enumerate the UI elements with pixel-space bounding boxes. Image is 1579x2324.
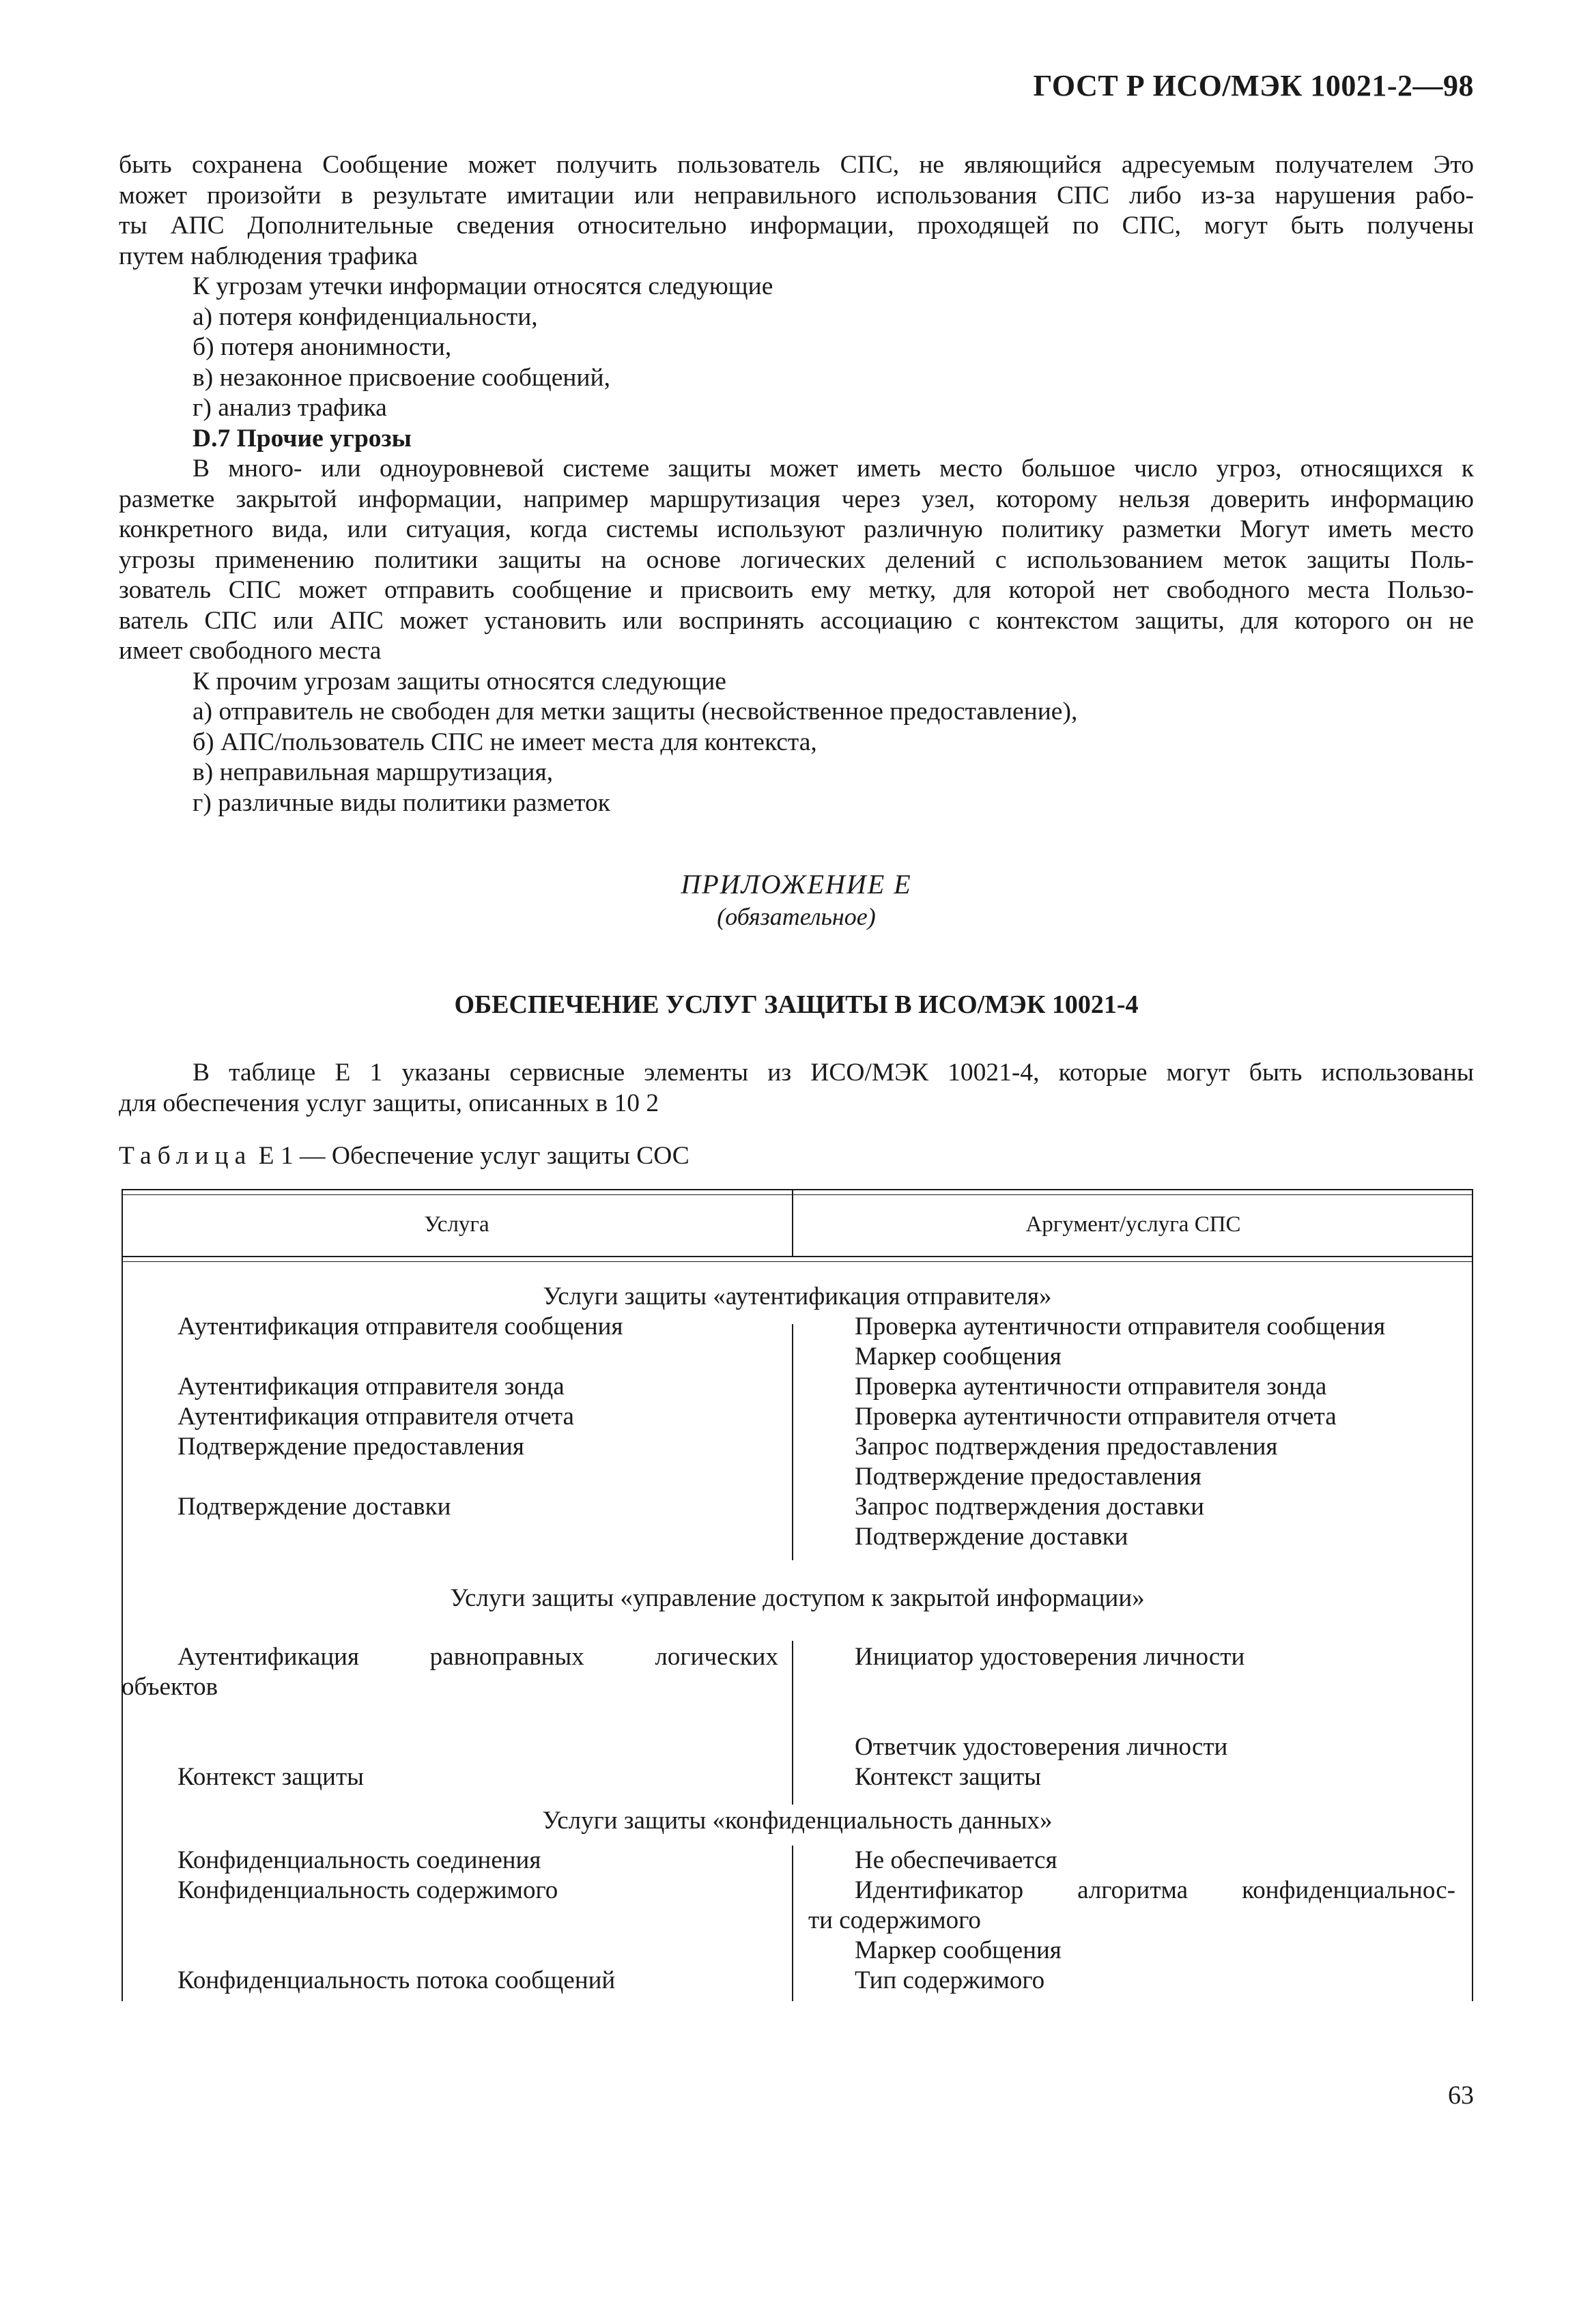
body-text [119, 150, 1474, 818]
list-item: а) потеря конфиденциальности, [193, 302, 538, 331]
table-caption [119, 1141, 689, 1171]
list-item: б) АПС/пользователь СПС не имеет места для контекста, [193, 728, 817, 756]
table-caption-text: Е 1 — Обеспечение услуг защиты СОС [258, 1142, 689, 1170]
list-item: в) незаконное присвоение сообщений, [193, 363, 610, 392]
appendix-title: ПРИЛОЖЕНИЕ Е [681, 869, 912, 900]
table-header-service: Услуга [424, 1212, 489, 1237]
page-number: 63 [1448, 2081, 1474, 2110]
section-heading-d7: D.7 Прочие угрозы [193, 424, 412, 453]
paragraph-other-threats: В много- или одноуровневой системе защиты может иметь место большое число угроз, относящихся к разметке закрытой информации, например маршрутизация через узел, которому нельзя доверить информацию конкретного вида, или ситуация, когда системы используют различную политику разметки Могут иметь место угрозы применению политики защиты на основе логических делений с использованием меток защиты Поль- зователь СПС может отправить сообщение и присвоить ему метку, для которой нет свободного места Пользо- ватель СПС или АПС может установить или воспринять ассоциацию с контекстом защиты, для которого он не имеет свободного места [119, 455, 1474, 665]
appendix-subtitle: (обязательное) [717, 903, 876, 930]
appendix-section-title: ОБЕСПЕЧЕНИЕ УСЛУГ ЗАЩИТЫ В ИСО/МЭК 10021-4 [454, 990, 1139, 1019]
list-item: в) неправильная маршрутизация, [193, 758, 554, 786]
other-threats-intro: К прочим угрозам защиты относятся следующие [193, 667, 726, 695]
paragraph-leak-continuation: быть сохранена Сообщение может получить пользователь СПС, не являющийся адресуемым получателем Это может произойти в результате имитации или неправильного использования СПС либо из-за нарушения рабо- ты АПС Дополнительные сведения относительно информации, проходящей по СПС, могут быть получены путем наблюдения трафика [119, 151, 1474, 270]
document-page [119, 0, 1474, 2324]
table-caption-label: Таблица [119, 1142, 253, 1170]
group-title-data-confidentiality: Услуги защиты «конфиденциальность данных» [542, 1807, 1053, 1835]
appendix-intro: В таблице Е 1 указаны сервисные элементы из ИСО/МЭК 10021-4, которые могут быть использованы для обеспечения услуг защиты, описанных в 10 2 [119, 1059, 1474, 1117]
group-title-origin-auth: Услуги защиты «аутентификация отправителя» [543, 1282, 1052, 1310]
leak-threats-intro: К угрозам утечки информации относятся следующие [193, 272, 773, 300]
list-item: а) отправитель не свободен для метки защиты (несвойственное предоставление), [193, 698, 1078, 726]
standard-code-header: ГОСТ Р ИСО/МЭК 10021-2—98 [1033, 69, 1474, 102]
list-item: г) анализ трафика [193, 394, 387, 422]
list-item: г) различные виды политики разметок [193, 788, 610, 817]
list-item: б) потеря анонимности, [193, 333, 452, 361]
table-header-argument: Аргумент/услуга СПС [1025, 1212, 1241, 1237]
group-title-access-control: Услуги защиты «управление доступом к закрытой информации» [450, 1584, 1145, 1612]
services-table: Услуга Аргумент/услуга СПС Услуги защиты «аутентификация отправителя» Аутентификация отправителя сообщения Проверка аутентичности отправителя сообщения Маркер сообщения Аутентификация отправителя зонда Проверка аутентичности отправителя зонда Аутентификация отправителя отчета Проверка аутентичности отправителя отчета Подтверждение предоставления Запрос подтверждения предоставления Подтверждение предоставления Подтверждение доставки Запрос подтверждения доставки Подтверждение доставки Услуги защиты «управление доступом к закрытой информации» Аутентификация равноправных логических Инициатор удостоверения личности объектов Ответчик удостоверения личности Контекст защиты Контекст защиты Услуги защиты «конфиденциальность данных» Конфиденциальность соединения Не обеспечивается Конфиденциальность содержимого Идентификатор алгоритма конфиденциальнос- ти содержимого Маркер сообщения Конфиденциальность потока сообщений Тип содержимого [122, 1189, 1473, 2001]
